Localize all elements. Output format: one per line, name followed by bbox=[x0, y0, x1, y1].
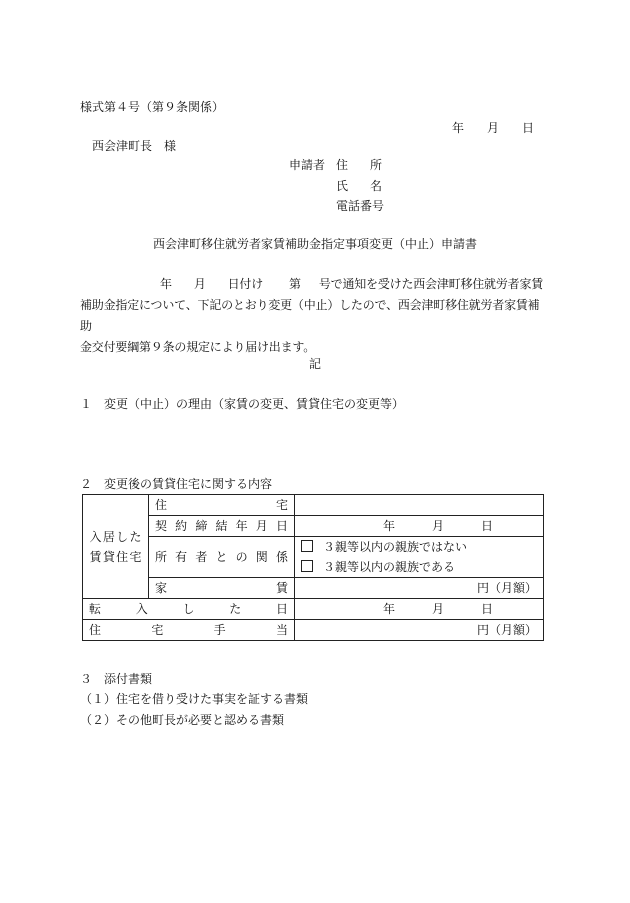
owner-relationship-options bbox=[295, 537, 544, 578]
date-day: 日 bbox=[521, 121, 534, 135]
housing-table bbox=[82, 494, 544, 641]
body-line-1: 年 月 日付け 第 号で通知を受けた西会津町移住就労者家賃 bbox=[160, 277, 544, 291]
form-number: 様式第４号（第９条関係） bbox=[80, 100, 225, 114]
applicant-address-label: 住 所 bbox=[336, 158, 382, 172]
attachment-1: （１）住宅を借り受けた事実を証する書類 bbox=[80, 692, 309, 706]
housing-address-label: 住 宅 bbox=[149, 495, 295, 516]
attachment-2: （２）その他町長が必要と認める書類 bbox=[80, 713, 285, 727]
occupied-housing-label: 入 居 し た 賃 貸 住 宅 bbox=[83, 495, 149, 599]
section-3-heading: ３ 添付書類 bbox=[80, 672, 153, 686]
applicant-phone-label: 電話番号 bbox=[336, 199, 385, 213]
body-paragraph bbox=[80, 274, 550, 358]
date-year: 年 bbox=[452, 121, 465, 135]
move-in-date-label: 転 入 し た 日 bbox=[83, 599, 295, 620]
housing-allowance-value[interactable]: 円（月額） bbox=[295, 620, 544, 641]
document-title: 西会津町移住就労者家賃補助金指定事項変更（中止）申請書 bbox=[152, 237, 477, 251]
date-line bbox=[452, 121, 534, 135]
body-line-3: 金交付要綱第９条の規定により届け出ます。 bbox=[80, 340, 316, 354]
body-line-2: 補助金指定について、下記のとおり変更（中止）したので、西会津町移住就労者家賃補助 bbox=[80, 298, 540, 333]
move-in-date-value[interactable]: 年 月 日 bbox=[295, 599, 544, 620]
section-1-heading: １ 変更（中止）の理由（家賃の変更、賃貸住宅の変更等） bbox=[80, 397, 405, 411]
contract-date-label: 契 約 締 結 年 月 日 bbox=[149, 516, 295, 537]
applicant-name-label: 氏 名 bbox=[336, 179, 382, 193]
checkbox-relative[interactable] bbox=[301, 560, 313, 572]
date-month: 月 bbox=[486, 121, 499, 135]
contract-date-value[interactable]: 年 月 日 bbox=[295, 516, 544, 537]
housing-allowance-label: 住 宅 手 当 bbox=[83, 620, 295, 641]
addressee: 西会津町長 様 bbox=[92, 139, 177, 153]
rent-value[interactable]: 円（月額） bbox=[295, 578, 544, 599]
section-2-heading: ２ 変更後の賃貸住宅に関する内容 bbox=[80, 477, 273, 491]
rent-label: 家 賃 bbox=[149, 578, 295, 599]
ki-heading: 記 bbox=[308, 357, 321, 371]
owner-relationship-label: 所 有 者 と の 関 係 bbox=[149, 537, 295, 578]
checkbox-not-relative[interactable] bbox=[301, 540, 313, 552]
owner-option-not-relative[interactable]: ３親等以内の親族ではない bbox=[301, 537, 537, 557]
housing-address-value[interactable] bbox=[295, 495, 544, 516]
owner-option-relative[interactable]: ３親等以内の親族である bbox=[301, 557, 537, 577]
applicant-label: 申請者 bbox=[289, 158, 326, 172]
